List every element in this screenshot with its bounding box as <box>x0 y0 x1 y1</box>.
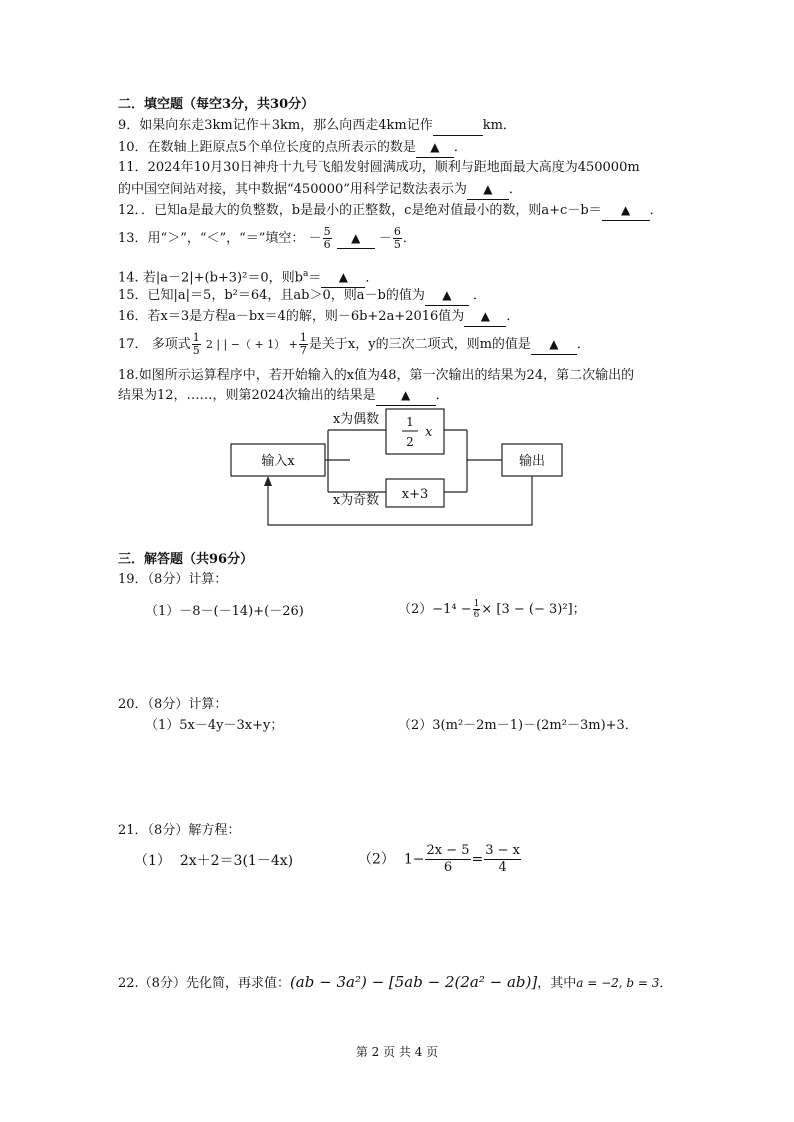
question-19-part2: （2）−1⁴ − $\frac{1}{6}$ × [3 − (− 3)²]； <box>398 599 586 620</box>
even-variable: x <box>425 425 433 440</box>
odd-condition: x为奇数 <box>332 493 380 508</box>
question-22: 22.（8分）先化简，再求值：(ab − 3a²) − [5ab − 2(2a² − ab)]，其中a = −2, b = 3． <box>118 973 673 991</box>
input-label: 输入x <box>261 454 295 469</box>
question-19-head: 19．（8分）计算： <box>118 572 228 587</box>
even-condition: x为偶数 <box>332 412 380 427</box>
question-15: 15．已知|a|＝5，b²＝64，且ab＞0，则a－b的值为 ▲ ． <box>118 286 486 306</box>
section2-title: 二．填空题（每空3分，共30分） <box>118 97 315 112</box>
question-12: 12．．已知a是最大的负整数，b是最小的正整数，c是绝对值最小的数，则a+c－b＝ ▲ ． <box>118 201 663 221</box>
question-20-part1: （1）5x－4y－3x+y； <box>145 718 284 733</box>
odd-expression: x+3 <box>401 487 429 502</box>
question-18: 18.如图所示运算程序中，若开始输入的x值为48，第一次输出的结果为24，第二次输出的 <box>118 368 635 383</box>
question-20-head: 20．（8分）计算： <box>118 697 228 712</box>
question-10: 10．在数轴上距原点5个单位长度的点所表示的数是 ▲ ． <box>118 138 467 158</box>
question-18-cont: 结果为12，……，则第2024次输出的结果是 ▲ ． <box>118 386 449 406</box>
question-21-part1: （1） 2x＋2＝3(1－4x) <box>134 853 294 869</box>
question-16: 16．若x＝3是方程a－bx＝4的解，则－6b+2a+2016值为 ▲ ． <box>118 307 519 327</box>
loop-arrowhead <box>264 476 272 486</box>
question-11-cont: 的中国空间站对接，其中数据“450000”用科学记数法表示为 ▲ ． <box>118 180 522 200</box>
answer-triangle: ▲ <box>430 140 440 154</box>
question-14: 14. 若|a－2|+(b+3)²＝0，则$b^a=$ ▲ ． <box>118 265 378 288</box>
output-label: 输出 <box>518 454 546 469</box>
question-11: 11．2024年10月30日神舟十九号飞船发射圆满成功，顺利与距地面最大高度为450000m <box>118 160 640 175</box>
question-20-part2: （2）3(m²－2m－1)－(2m²－3m)+3． <box>398 718 638 733</box>
question-21-head: 21．（8分）解方程： <box>118 823 241 838</box>
section3-title: 三．解答题（共96分） <box>118 552 254 567</box>
question-17: 17． 多项式 $\frac{1}{5}$ 2 | | −（ + 1） + $\frac{1}{7}$ 是关于x，y的三次二项式，则m的值是 ▲ ． <box>118 331 590 357</box>
page-footer: 第 2 页 共 4 页 <box>355 1045 439 1059</box>
question-19-part1: （1）－8－(－14)+(－26) <box>145 604 304 619</box>
question-9: 9．如果向东走3km记作＋3km，那么向西走4km记作 km． <box>118 117 516 136</box>
even-fraction-num: 1 <box>406 415 414 429</box>
even-fraction-den: 2 <box>406 435 414 449</box>
question-13: 13．用“＞”，“＜”，“＝”填空： － $\frac{5}{6}$ ▲ － $\frac{6}{5}$ ． <box>118 225 416 251</box>
question-21-part2: （2） 1− $\frac{2x - 5}{6}$ = $\frac{3 - x}{4}$ <box>358 843 520 875</box>
